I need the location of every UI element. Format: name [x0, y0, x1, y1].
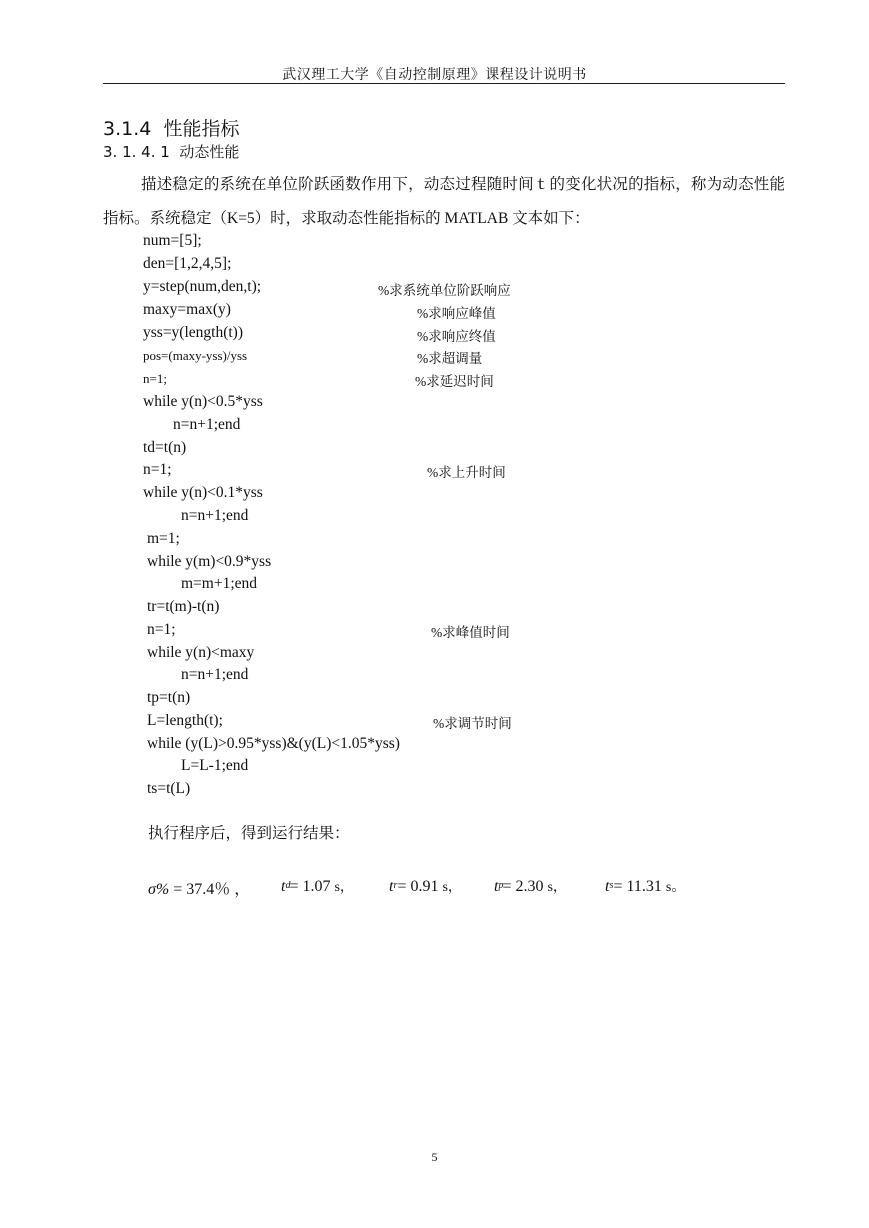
- code-line: n=n+1;end: [181, 666, 249, 683]
- percent-symbol: %: [155, 881, 170, 898]
- subsection-number: 3. 1. 4. 1: [103, 143, 170, 161]
- unit: s，: [334, 880, 354, 895]
- code-line: n=1;: [143, 461, 172, 478]
- t-symbol: t: [494, 878, 499, 895]
- code-line: tr=t(m)-t(n): [147, 598, 220, 615]
- code-line: n=1;: [143, 371, 167, 386]
- ts-result: [605, 876, 685, 896]
- code-line: td=t(n): [143, 439, 187, 456]
- subsection-title: 动态性能: [179, 143, 240, 161]
- unit: s，: [442, 880, 462, 895]
- code-comment: %求响应终值: [417, 329, 496, 344]
- td-value: = 1.07: [289, 878, 331, 895]
- code-line: pos=(maxy-yss)/yss: [143, 348, 248, 363]
- sigma-symbol: σ: [148, 881, 156, 898]
- t-symbol: t: [605, 878, 610, 895]
- section-title: 性能指标: [163, 118, 240, 140]
- page-number: 5: [431, 1150, 438, 1164]
- code-line: num=[5];: [143, 232, 202, 249]
- tr-result: [389, 876, 462, 896]
- subscript: s: [609, 880, 614, 891]
- code-line: L=length(t);: [147, 712, 223, 729]
- code-comment: %求超调量: [417, 351, 483, 366]
- unit: s。: [665, 880, 686, 895]
- overshoot-value: = 37.4: [173, 881, 215, 898]
- subscript: p: [498, 880, 504, 891]
- code-line: tp=t(n): [147, 689, 191, 706]
- ts-value: = 11.31: [613, 878, 662, 895]
- code-line: m=1;: [147, 530, 180, 547]
- code-line: m=m+1;end: [181, 575, 258, 592]
- code-line: n=n+1;end: [173, 416, 241, 433]
- running-header: 武汉理工大学《自动控制原理》课程设计说明书: [282, 68, 587, 83]
- section-heading: [103, 114, 239, 141]
- code-line: den=[1,2,4,5];: [143, 255, 232, 272]
- code-line: while y(n)<maxy: [147, 644, 255, 661]
- subscript: r: [393, 880, 398, 891]
- code-line: while (y(L)>0.95*yss)&(y(L)<1.05*yss): [147, 735, 400, 752]
- subscript: d: [285, 880, 291, 891]
- code-line: while y(n)<0.5*yss: [143, 393, 263, 410]
- code-line: y=step(num,den,t);: [143, 278, 262, 295]
- t-symbol: t: [281, 878, 286, 895]
- t-symbol: t: [389, 878, 394, 895]
- code-line: L=L-1;end: [181, 757, 249, 774]
- overshoot-tail: ％ ，: [214, 881, 251, 898]
- code-line: n=n+1;end: [181, 507, 249, 524]
- tp-result: [494, 876, 567, 896]
- tp-value: = 2.30: [502, 878, 544, 895]
- result-intro: 执行程序后，得到运行结果：: [148, 825, 350, 842]
- code-comment: %求系统单位阶跃响应: [378, 283, 511, 298]
- tr-value: = 0.91: [397, 878, 439, 895]
- code-line: yss=y(length(t)): [143, 324, 244, 341]
- code-comment: %求响应峰值: [417, 306, 496, 321]
- code-line: maxy=max(y): [143, 301, 231, 318]
- unit: s，: [547, 880, 567, 895]
- subsection-heading: [103, 141, 239, 162]
- overshoot-result: [148, 876, 250, 899]
- td-result: [281, 876, 354, 896]
- code-line: while y(n)<0.1*yss: [143, 484, 263, 501]
- code-line: n=1;: [147, 621, 176, 638]
- code-comment: %求调节时间: [433, 716, 512, 731]
- code-comment: %求上升时间: [427, 465, 506, 480]
- header-rule: [103, 83, 785, 84]
- code-comment: %求峰值时间: [431, 625, 510, 640]
- intro-paragraph: 描述稳定的系统在单位阶跃函数作用下，动态过程随时间ｔ的变化状况的指标，称为动态性能指标。系统稳定（K=5）时，求取动态性能指标的 MATLAB 文本如下：: [103, 176, 785, 227]
- section-number: 3.1.4: [103, 118, 152, 140]
- code-line: while y(m)<0.9*yss: [147, 553, 272, 570]
- code-comment: %求延迟时间: [415, 374, 494, 389]
- code-line: ts=t(L): [147, 780, 191, 797]
